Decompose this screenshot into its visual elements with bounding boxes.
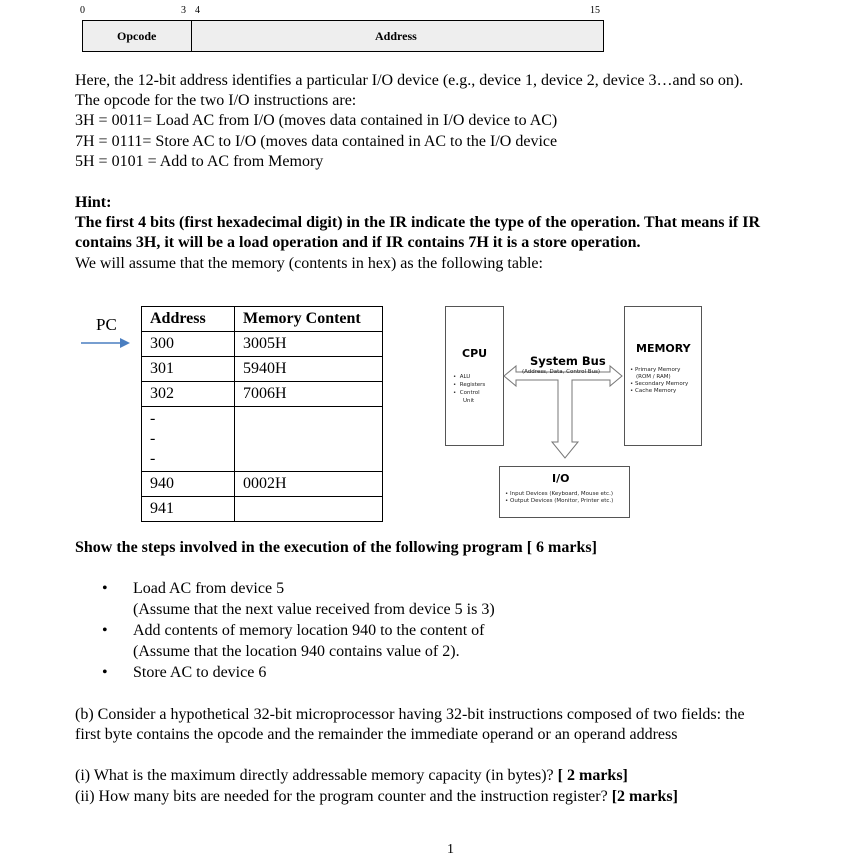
marks-label: [2 marks] [611,788,678,805]
bit-4-label: 4 [195,5,200,16]
opcode-field: Opcode [117,29,157,43]
bit-15-label: 15 [590,5,600,16]
cpu-item: • ALU [453,374,471,380]
table-header-row [142,307,383,332]
program-steps-list [102,578,495,683]
io-title: I/O [552,472,570,485]
opcode-3h-line: 3H = 0011= Load AC from I/O (moves data contained in I/O device to AC) [75,112,558,129]
field-divider [191,21,192,51]
content-cell: 7006H [235,382,383,407]
address-header: Address [142,307,235,332]
opcode-7h-line: 7H = 0111= Store AC to I/O (moves data contained in AC to the I/O device [75,133,558,150]
table-row [142,407,383,472]
address-cell: 940 [142,472,235,497]
cpu-title: CPU [462,347,488,360]
table-row [142,472,383,497]
table-row [142,357,383,382]
bit-3-label: 3 [181,5,186,16]
marks-label: [ 2 marks] [557,767,628,784]
hint-line-3: We will assume that the memory (contents in hex) as the following table: [75,255,543,272]
memory-box [624,306,702,446]
system-bus-title: System Bus [530,354,606,368]
memory-item: • Cache Memory [630,388,677,394]
hint-line-2: contains 3H, it will be a load operation and if IR contains 7H it is a store operation. [75,234,641,251]
address-cell: 941 [142,497,235,522]
step-note: (Assume that the next value received from device 5 is 3) [133,601,495,618]
pc-arrow-icon [80,336,132,350]
table-row [142,382,383,407]
bullet-icon: • [102,580,108,597]
page-number: 1 [447,842,454,857]
list-item [102,662,495,683]
bullet-icon: • [102,622,108,639]
part-b-line-2: first byte contains the opcode and the remainder the immediate operand or an operand address [75,726,678,743]
memory-item: (ROM / RAM) [636,374,671,380]
content-cell: 5940H [235,357,383,382]
cpu-box [445,306,504,446]
memory-table [141,306,383,522]
system-bus-subtitle: (Address, Data, Control Bus) [522,369,601,375]
bit-0-label: 0 [80,5,85,16]
step-note: (Assume that the location 940 contains value of 2). [133,643,460,660]
io-item: • Input Devices (Keyboard, Mouse etc.) [505,491,613,497]
hint-title: Hint: [75,194,112,211]
intro-line-1: Here, the 12-bit address identifies a particular I/O device (e.g., device 1, device 2, device 3…and so on). [75,72,744,89]
ellipsis-cell: - - - [142,407,235,472]
io-box [499,466,630,518]
step-main: Store AC to device 6 [133,664,267,681]
part-b-line-1: (b) Consider a hypothetical 32-bit microprocessor having 32-bit instructions composed of two fields: the [75,706,745,723]
content-cell: 0002H [235,472,383,497]
cpu-item: • Registers [453,382,486,388]
io-item: • Output Devices (Monitor, Printer etc.) [505,498,614,504]
table-row [142,497,383,522]
memory-content-header: Memory Content [235,307,383,332]
content-cell [235,407,383,472]
bullet-icon: • [102,664,108,681]
question-b-ii: (ii) How many bits are needed for the program counter and the instruction register? [2 marks] [75,788,678,805]
question-a: Show the steps involved in the execution of the following program [ 6 marks] [75,539,597,556]
memory-item: • Secondary Memory [630,381,689,387]
list-item [102,620,495,662]
instruction-format-box [82,20,604,52]
opcode-5h-line: 5H = 0101 = Add to AC from Memory [75,153,324,170]
address-cell: 300 [142,332,235,357]
content-cell [235,497,383,522]
step-main: Load AC from device 5 [133,580,285,597]
memory-title: MEMORY [636,342,691,355]
memory-item: • Primary Memory [630,367,681,373]
pc-label: PC [96,315,117,334]
address-field: Address [375,29,417,43]
table-row [142,332,383,357]
address-cell: 302 [142,382,235,407]
list-item [102,578,495,620]
content-cell: 3005H [235,332,383,357]
address-cell: 301 [142,357,235,382]
intro-line-2: The opcode for the two I/O instructions are: [75,92,357,109]
cpu-item: • Control [453,390,480,396]
hint-line-1: The first 4 bits (first hexadecimal digit) in the IR indicate the type of the operation. That means if IR [75,214,760,231]
question-b-i: (i) What is the maximum directly addressable memory capacity (in bytes)? [ 2 marks] [75,767,628,784]
step-main: Add contents of memory location 940 to the content of [133,622,485,639]
cpu-item: Unit [463,398,475,404]
